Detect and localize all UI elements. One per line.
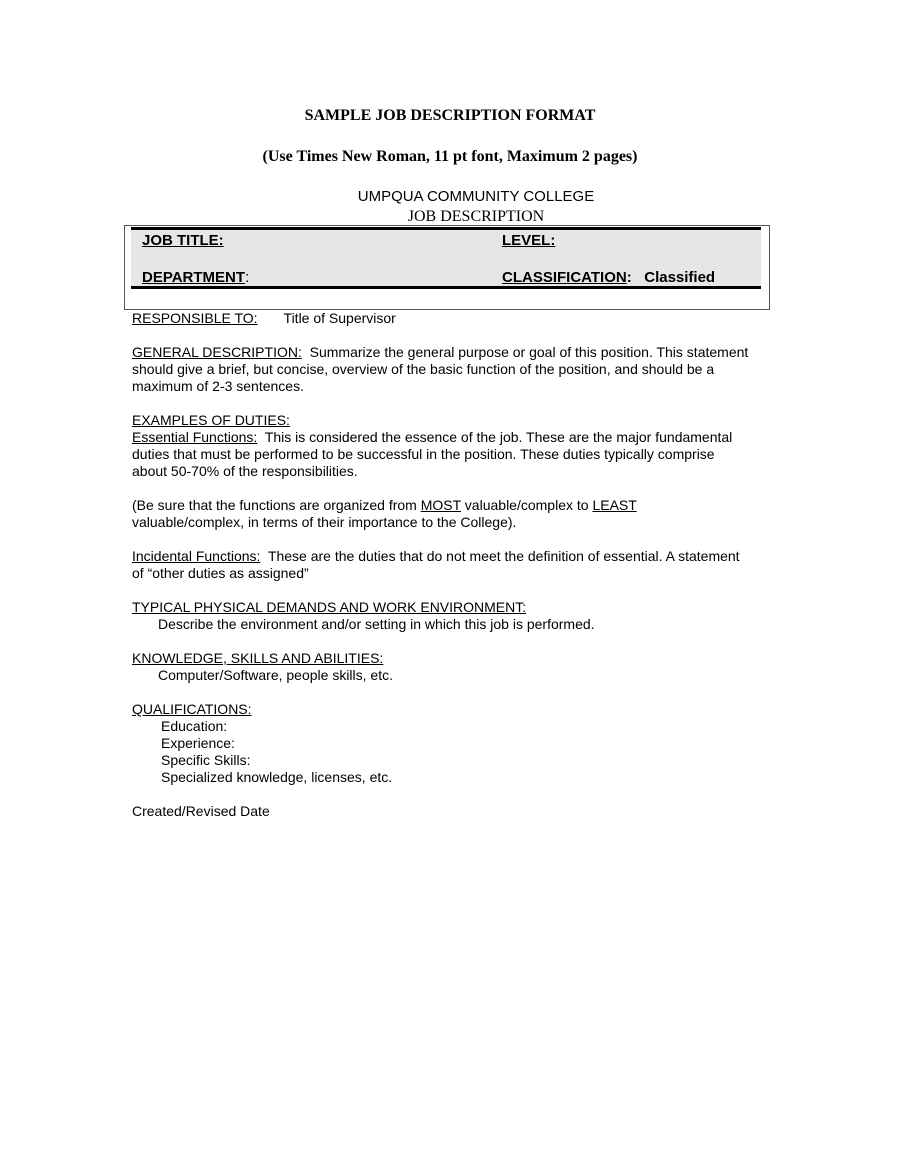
classification-label: CLASSIFICATION xyxy=(502,269,627,286)
document-subtitle: (Use Times New Roman, 11 pt font, Maximum 2 pages) xyxy=(262,148,638,165)
bottom-rule xyxy=(131,286,761,289)
qualification-item: Education: xyxy=(161,718,228,734)
qualification-item: Experience: xyxy=(161,735,235,751)
general-description xyxy=(132,344,752,395)
responsible-label: RESPONSIBLE TO: xyxy=(132,310,258,326)
college-name: UMPQUA COMMUNITY COLLEGE xyxy=(357,188,595,205)
responsible-to xyxy=(132,310,752,327)
job-info-box xyxy=(124,225,770,310)
essential-functions xyxy=(132,429,752,480)
classification-value: Classified xyxy=(644,269,716,286)
general-text: Summarize the general purpose or goal of this position. This statement should give a brief, but concise, overview of the basic function of the position, and should be a maximum of 2-3 sentences. xyxy=(132,344,749,394)
responsible-value: Title of Supervisor xyxy=(283,310,396,326)
essential-text: This is considered the essence of the job. These are the major fundamental duties that must be performed to be successful in the position. These duties typically comprise about 50-70% of the responsibilities. xyxy=(132,429,733,479)
qualification-item: Specific Skills: xyxy=(161,752,251,768)
order-least: LEAST xyxy=(592,497,637,513)
incidental-text: These are the duties that do not meet the definition of essential. A statement of “other duties as assigned” xyxy=(132,548,740,581)
level-label: LEVEL: xyxy=(502,232,556,249)
duties-heading: EXAMPLES OF DUTIES: xyxy=(132,412,290,428)
document-body xyxy=(132,310,752,820)
order-note xyxy=(132,497,752,531)
essential-label: Essential Functions: xyxy=(132,429,258,445)
department-colon: : xyxy=(245,269,250,286)
order-most: MOST xyxy=(420,497,461,513)
ksa-text: Computer/Software, people skills, etc. xyxy=(158,667,393,683)
general-label: GENERAL DESCRIPTION: xyxy=(132,344,302,360)
order-suffix: valuable/complex, in terms of their importance to the College). xyxy=(132,514,517,530)
incidental-label: Incidental Functions: xyxy=(132,548,261,564)
created-revised-date: Created/Revised Date xyxy=(132,803,270,819)
order-prefix: (Be sure that the functions are organized from xyxy=(132,497,421,513)
qualifications-heading: QUALIFICATIONS: xyxy=(132,701,252,717)
ksa-heading: KNOWLEDGE, SKILLS AND ABILITIES: xyxy=(132,650,384,666)
physical-heading: TYPICAL PHYSICAL DEMANDS AND WORK ENVIRONMENT: xyxy=(132,599,527,615)
physical-text: Describe the environment and/or setting in which this job is performed. xyxy=(158,616,595,632)
incidental-functions xyxy=(132,548,752,582)
department-field xyxy=(142,269,249,286)
order-middle: valuable/complex to xyxy=(460,497,593,513)
classification-field xyxy=(502,269,715,286)
top-rule xyxy=(131,227,761,230)
document-title: SAMPLE JOB DESCRIPTION FORMAT xyxy=(304,107,596,124)
job-title-label: JOB TITLE: xyxy=(142,232,224,249)
qualification-item: Specialized knowledge, licenses, etc. xyxy=(161,769,393,785)
department-label: DEPARTMENT xyxy=(142,269,246,286)
job-description-heading: JOB DESCRIPTION xyxy=(407,208,545,225)
classification-colon: : xyxy=(626,269,632,286)
